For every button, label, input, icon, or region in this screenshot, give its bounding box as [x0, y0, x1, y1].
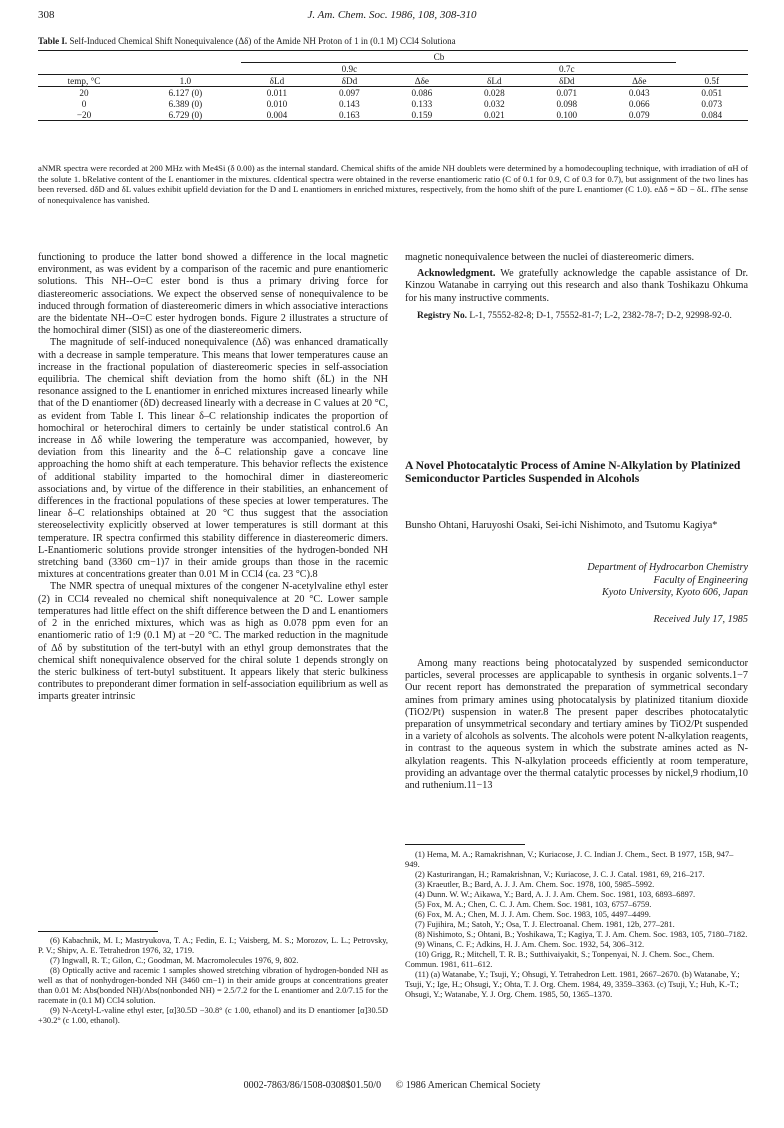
references-divider: [405, 844, 525, 845]
table-header: Δδe: [386, 75, 458, 87]
acknowledgment-label: Acknowledgment.: [417, 268, 496, 280]
footnote: (6) Kabachnik, M. I.; Mastryukova, T. A.; Fedin, E. I.; Vaisberg, M. S.; Morozov, L. L.; Petrovsky, P. V.; Shipv, A. E. Tetrahedron 1976, 32, 1719.: [38, 936, 388, 955]
table-caption-label: Table I.: [38, 36, 68, 46]
table-header: δDd: [531, 75, 603, 87]
table-caption-text: Self-Induced Chemical Shift Nonequivalence (Δδ) of the Amide NH Proton of 1 in (0.1 M) CCl4 Solutiona: [69, 36, 456, 46]
table-group-07: 0.7c: [458, 63, 675, 75]
table-header: temp, °C: [38, 75, 130, 87]
reference: (6) Fox, M. A.; Chen, M. J. J. Am. Chem. Soc. 1983, 105, 4497–4499.: [415, 910, 651, 919]
table-cell: 0.159: [411, 109, 433, 120]
table-cell: 0.066: [628, 98, 650, 109]
registry-label: Registry No.: [417, 310, 467, 321]
table-cell: 0.051: [676, 87, 749, 99]
paragraph: The magnitude of self-induced nonequivalence (Δδ) was enhanced dramatically with a decrease in sample temperature. This means that lower temperatures cause an increase in the fractional population of diastereomeric species in self-association equilibria. The chemical shift deviation from the homo shift (δL) in the NH resonance assigned to the L enantiomer in enriched mixtures increased linearly while that of the D enantiomer (δD) decreased linearly with a decrease in C values at 20 °C, as evident from Table I. This linear δ–C relationship indicates the proportion of homochiral or heterochiral dimers to certainly be under statistical control.6 An increase in Δδ while lowering the temperature was accompanied, however, by deviation from this linearity and the δ–C relationship gave a concave line approaching the homo shift at each temperature. This behavior reflects the existence of additional stability imparted to the homochiral dimer in diastereomeric associations and, by virtue of the difference in their stabilities, an enhancement of differences in the fractional populations of these species at lower temperatures. The linear δ–C relationships obtained at 20 °C thus suggest that the association stereoselectivity explicitly observed at lower temperatures is still dormant at this temperature. IR spectra confirmed this stability difference in diastereomeric dimers. L-Enantiomeric solutions provide stronger intensities of the hydrogen-bonded NH stretching band (3360 cm−1)7 in their amide groups than those in the racemic mixtures at concentrations greater than 0.01 M in CCl4 (ca. 23 °C).8: [38, 337, 388, 581]
registry-text: L-1, 75552-82-8; D-1, 75552-81-7; L-2, 2382-78-7; D-2, 92998-92-0.: [469, 310, 732, 321]
table-cell: 0.011: [241, 87, 313, 99]
page-footer: [0, 1080, 784, 1091]
table-cell: 0.100: [556, 109, 578, 120]
journal-header: J. Am. Chem. Soc. 1986, 108, 308-310: [307, 9, 477, 21]
references: [405, 850, 748, 1000]
acknowledgment-text: We gratefully acknowledge the capable assistance of Dr. Kinzou Watanabe in carrying out this research and also thank Toshikazu Ohkuma for his many instructive comments.: [405, 268, 748, 304]
table-cell: 0.010: [266, 98, 288, 109]
table-cell: 0.086: [386, 87, 458, 99]
table-cell: 0.097: [313, 87, 385, 99]
reference: (4) Dunn. W. W.; Aikawa, Y.; Bard, A. J. J. Am. Chem. Soc. 1981, 103, 6893–6897.: [415, 890, 696, 899]
table-row: [38, 87, 748, 99]
footnote: (8) Optically active and racemic 1 samples showed stretching vibration of hydrogen-bonded NH as well as that of nonhydrogen-bonded NH (3460 cm−1) in their amide groups at concentrations greater than 0.01 M: Abs(bonded NH)/Abs(nonbonded NH) = 2.5/7.2 for the L enantiomer and 2.0/7.15 for the racemate in (0.1 M) CCl4 solution.: [38, 966, 388, 1005]
table-cell: 6.127 (0): [130, 87, 241, 99]
table-header: δLd: [458, 75, 530, 87]
nonequivalence-table: [38, 50, 748, 122]
received-date: Received July 17, 1985: [653, 614, 748, 625]
table-cell: 0.079: [628, 109, 650, 120]
footnote: (9) N-Acetyl-L-valine ethyl ester, [α]30.5D −30.8° (c 1.00, ethanol) and its D enantiomer [α]30.5D +30.2° (c 1.00, ethanol).: [38, 1006, 388, 1025]
affiliation: [405, 562, 748, 600]
table-header: 1.0: [130, 75, 241, 87]
page-number: 308: [38, 9, 55, 21]
table-footnotes: aNMR spectra were recorded at 200 MHz with Me4Si (δ 0.00) as the internal standard. Chemical shifts of the amide NH doublets were determined by a homodecoupling technique, with irradiation of αH of the solute 1. bRelative content of the L enantiomer in the mixtures. cIdentical spectra were obtained in the reverse enantiomeric ratio (C of 0.1 for 0.9, C of 0.3 for 0.7), but assignment of the two lines has been reversed. dδD and δL values exhibit upfield deviation for the D and L enantiomers in enriched mixtures, respectively, from the homo shift of the pure L enantiomer (C 1.0). eΔδ = δD − δL. fThe sense of nonequivalence has vanished.: [38, 163, 748, 205]
article-body: Among many reactions being photocatalyzed by suspended semiconductor particles, several processes are applicapable to synthesis in organic solvents.1−7 Our recent report has demonstrated the preparation of symmetrical secondary amines from primary amines using photocatalysis by platinized titanium dioxide (TiO2/Pt) suspension in water.8 The present paper describes photocatalytic preparation of unsymmetrical secondary and tertiary amines by TiO2/Pt suspended in a variety of alcohols as solvents. The alcohols were potent N-alkylation reagents, in contrast to the aqueous system in which the substrate amines acted as N-alkylation reagents. This N-alkylation proceeds efficiently at room temperature, providing an advantage over the thermal catalytic processes by nickel,9 rhodium,10 and ruthenium.11−13: [405, 658, 748, 792]
table-group-c: Cb: [130, 51, 748, 63]
registry: [405, 311, 748, 322]
footer-code: 0002-7863/86/1508-0308$01.50/0: [243, 1080, 382, 1091]
paragraph: The NMR spectra of unequal mixtures of the congener N-acetylvaline ethyl ester (2) in CCl4 revealed no chemical shift nonequivalence at 20 °C. Lower sample temperatures had little effect on the shift difference between the D and L enantiomers of 2 in the enriched mixtures, which was as high as 0.078 ppm even for an enantiomeric ratio of 1:9 (0.1 M) at −20 °C. The marked reduction in the magnitude of Δδ by substitution of the tert-butyl with an ethyl group demonstrates that the chemical shift nonequivalence observed for the chiral solute 1 depends strongly on the steric bulkiness of tert-butyl substituent. It appears likely that steric bulkiness contributes to preponderant dimer formation in self-association equilibrium as well as imparts greater intrinsic: [38, 581, 388, 703]
reference: (8) Nishimoto, S.; Ohtani, B.; Yoshikawa, T.; Kagiya, T. J. Am. Chem. Soc. 1983, 105, 7180–7182.: [415, 930, 748, 939]
table-cell: 0.004: [266, 109, 288, 120]
table-row: [38, 109, 748, 121]
table-cell: 0.133: [411, 98, 433, 109]
article-title: A Novel Photocatalytic Process of Amine N-Alkylation by Platinized Semiconductor Particles Suspended in Alcohols: [405, 459, 741, 486]
reference: (10) Grigg, R.; Mitchell, T. R. B.; Sutthivaiyakit, S.; Tonpenyai, N. J. Chem. Soc., Chem. Commun. 1981, 611–612.: [405, 950, 715, 969]
reference: (11) (a) Watanabe, Y.; Tsuji, Y.; Ohsugi, Y. Tetrahedron Lett. 1981, 2667–2670. (b) Watanabe, Y.; Tsuji, Y.; Ige, H.; Ohsugi, Y.; Ohta, T. J. Org. Chem. 1984, 49, 3359–3363. (c) Tsuji, Y.; Huh, K.-T.; Ohsugi, Y.; Watanabe, Y. J. Org. Chem. 1985, 50, 1365–1370.: [405, 970, 740, 999]
reference: (1) Hema, M. A.; Ramakrishnan, V.; Kuriacose, J. C. Indian J. Chem., Sect. B 1977, 15B, 947–949.: [405, 850, 734, 869]
table-header: Δδe: [603, 75, 675, 87]
affiliation-line: Kyoto University, Kyoto 606, Japan: [601, 587, 748, 599]
footnote-divider: [38, 931, 158, 932]
table-cell: 0.021: [483, 109, 505, 120]
table-cell: 0.028: [458, 87, 530, 99]
table-group-09: 0.9c: [241, 63, 458, 75]
paragraph: magnetic nonequivalence between the nuclei of diastereomeric dimers.: [405, 252, 695, 263]
left-column: [38, 252, 388, 704]
table-header: δLd: [241, 75, 313, 87]
article-authors: Bunsho Ohtani, Haruyoshi Osaki, Sei-ichi Nishimoto, and Tsutomu Kagiya*: [405, 520, 718, 531]
table-cell: 0.163: [339, 109, 360, 120]
table-header: δDd: [313, 75, 385, 87]
table-cell: 6.729 (0): [168, 109, 203, 120]
reference: (7) Fujihira, M.; Satoh, Y.; Osa, T. J. Electroanal. Chem. 1981, 12b, 277–281.: [415, 920, 675, 929]
affiliation-line: Department of Hydrocarbon Chemistry: [587, 562, 748, 573]
table-caption: [38, 36, 748, 47]
footnote: (7) Ingwall, R. T.; Gilon, C.; Goodman, M. Macromolecules 1976, 9, 802.: [50, 956, 299, 965]
table-cell: 0.071: [531, 87, 603, 99]
acknowledgment: [405, 268, 748, 305]
table-cell: 20: [38, 87, 130, 99]
table-cell: 0.084: [701, 109, 723, 120]
footer-copyright: © 1986 American Chemical Society: [395, 1080, 541, 1091]
table-row: [38, 98, 748, 109]
affiliation-line: Faculty of Engineering: [653, 574, 748, 586]
table-cell: 0.073: [701, 98, 723, 109]
paragraph: functioning to produce the latter bond showed a difference in the local magnetic environment, as was evident by a comparison of the racemic and pure enantiomeric solutions. This NH--O=C ester bond is thus a primary driving force for diastereomeric associations. We expect the observed sense of nonequivalence to be induced through formation of diastereomeric dimers in which associative interactions are the bidentate NH--O=C ester hydrogen bonds. Figure 2 illustrates a structure of the homochiral dimer (SlSl) as one of the diastereomeric dimers.: [38, 252, 388, 337]
table-cell: 0.143: [339, 98, 360, 109]
right-column: [405, 252, 748, 322]
table-cell: 6.389 (0): [168, 98, 203, 109]
table-cell: 0.032: [483, 98, 505, 109]
table-cell: 0.098: [556, 98, 578, 109]
table-header: 0.5f: [676, 75, 749, 87]
table-cell: 0.043: [603, 87, 675, 99]
reference: (3) Kraeutler, B.; Bard, A. J. J. Am. Chem. Soc. 1978, 100, 5985–5992.: [415, 880, 655, 889]
left-footnotes: [38, 936, 388, 1026]
table-cell: −20: [76, 109, 92, 120]
reference: (5) Fox, M. A.; Chen, C. C. J. Am. Chem. Soc. 1981, 103, 6757–6759.: [415, 900, 652, 909]
reference: (9) Winans, C. F.; Adkins, H. J. Am. Chem. Soc. 1932, 54, 306–312.: [415, 940, 645, 949]
table-cell: 0: [81, 98, 87, 109]
reference: (2) Kasturirangan, H.; Ramakrishnan, V.; Kuriacose, J. C. J. Catal. 1981, 69, 216–217.: [415, 870, 705, 879]
